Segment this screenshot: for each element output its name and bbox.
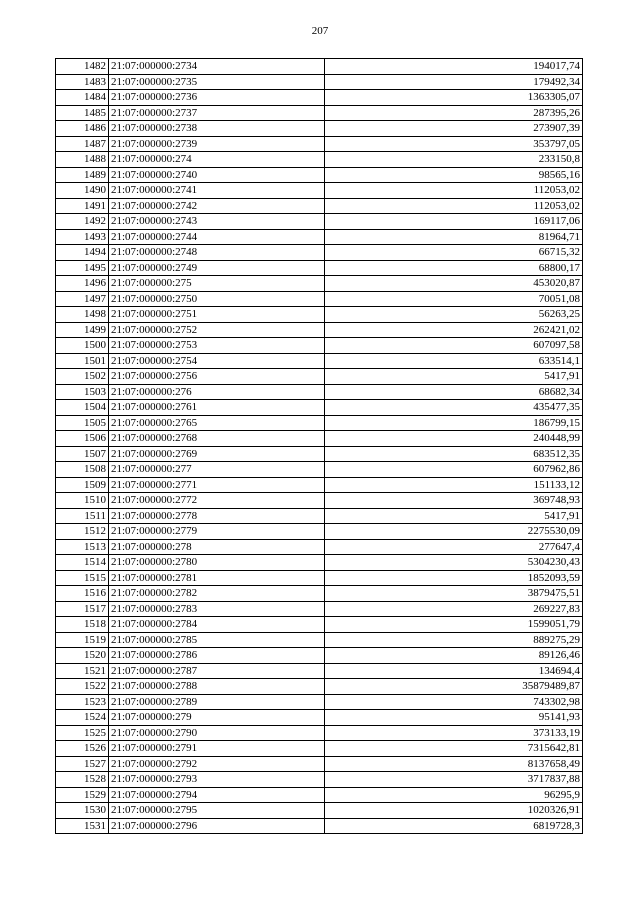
value-cell: 35879489,87: [325, 679, 583, 695]
value-cell: 66715,32: [325, 245, 583, 261]
value-cell: 633514,1: [325, 353, 583, 369]
table-row: [56, 431, 583, 447]
value-cell: 68800,17: [325, 260, 583, 276]
table-row: [56, 338, 583, 354]
table-row: [56, 725, 583, 741]
table-row: [56, 152, 583, 168]
cadastral-number-cell: 21:07:000000:279: [109, 710, 325, 726]
value-cell: 1363305,07: [325, 90, 583, 106]
table-row: [56, 539, 583, 555]
table-row: [56, 322, 583, 338]
row-number-cell: 1522: [56, 679, 109, 695]
table-row: [56, 462, 583, 478]
table-row: [56, 679, 583, 695]
value-cell: 889275,29: [325, 632, 583, 648]
registry-table-body: [56, 59, 583, 834]
table-row: [56, 369, 583, 385]
row-number-cell: 1487: [56, 136, 109, 152]
cadastral-number-cell: 21:07:000000:2794: [109, 787, 325, 803]
table-row: [56, 245, 583, 261]
row-number-cell: 1495: [56, 260, 109, 276]
table-row: [56, 524, 583, 540]
row-number-cell: 1500: [56, 338, 109, 354]
cadastral-number-cell: 21:07:000000:2796: [109, 818, 325, 834]
value-cell: 56263,25: [325, 307, 583, 323]
table-row: [56, 772, 583, 788]
value-cell: 186799,15: [325, 415, 583, 431]
value-cell: 151133,12: [325, 477, 583, 493]
cadastral-number-cell: 21:07:000000:275: [109, 276, 325, 292]
row-number-cell: 1506: [56, 431, 109, 447]
value-cell: 95141,93: [325, 710, 583, 726]
value-cell: 179492,34: [325, 74, 583, 90]
value-cell: 233150,8: [325, 152, 583, 168]
row-number-cell: 1515: [56, 570, 109, 586]
cadastral-number-cell: 21:07:000000:2736: [109, 90, 325, 106]
table-row: [56, 446, 583, 462]
table-row: [56, 307, 583, 323]
cadastral-number-cell: 21:07:000000:2740: [109, 167, 325, 183]
value-cell: 353797,05: [325, 136, 583, 152]
value-cell: 607097,58: [325, 338, 583, 354]
value-cell: 1599051,79: [325, 617, 583, 633]
cadastral-number-cell: 21:07:000000:2735: [109, 74, 325, 90]
table-row: [56, 353, 583, 369]
table-row: [56, 818, 583, 834]
cadastral-number-cell: 21:07:000000:2791: [109, 741, 325, 757]
cadastral-number-cell: 21:07:000000:2738: [109, 121, 325, 137]
cadastral-number-cell: 21:07:000000:2792: [109, 756, 325, 772]
value-cell: 112053,02: [325, 198, 583, 214]
value-cell: 194017,74: [325, 59, 583, 75]
row-number-cell: 1503: [56, 384, 109, 400]
row-number-cell: 1514: [56, 555, 109, 571]
value-cell: 89126,46: [325, 648, 583, 664]
table-row: [56, 710, 583, 726]
cadastral-number-cell: 21:07:000000:277: [109, 462, 325, 478]
row-number-cell: 1512: [56, 524, 109, 540]
row-number-cell: 1516: [56, 586, 109, 602]
value-cell: 112053,02: [325, 183, 583, 199]
table-row: [56, 214, 583, 230]
cadastral-number-cell: 21:07:000000:2779: [109, 524, 325, 540]
table-row: [56, 415, 583, 431]
value-cell: 98565,16: [325, 167, 583, 183]
value-cell: 1020326,91: [325, 803, 583, 819]
cadastral-number-cell: 21:07:000000:2756: [109, 369, 325, 385]
table-row: [56, 477, 583, 493]
cadastral-number-cell: 21:07:000000:274: [109, 152, 325, 168]
row-number-cell: 1519: [56, 632, 109, 648]
cadastral-number-cell: 21:07:000000:2734: [109, 59, 325, 75]
cadastral-number-cell: 21:07:000000:2752: [109, 322, 325, 338]
table-row: [56, 198, 583, 214]
value-cell: 70051,08: [325, 291, 583, 307]
page-number: 207: [311, 25, 329, 37]
value-cell: 453020,87: [325, 276, 583, 292]
row-number-cell: 1483: [56, 74, 109, 90]
row-number-cell: 1509: [56, 477, 109, 493]
value-cell: 369748,93: [325, 493, 583, 509]
table-row: [56, 617, 583, 633]
row-number-cell: 1492: [56, 214, 109, 230]
row-number-cell: 1491: [56, 198, 109, 214]
cadastral-number-cell: 21:07:000000:2771: [109, 477, 325, 493]
table-row: [56, 291, 583, 307]
value-cell: 134694,4: [325, 663, 583, 679]
row-number-cell: 1498: [56, 307, 109, 323]
value-cell: 3717837,88: [325, 772, 583, 788]
row-number-cell: 1525: [56, 725, 109, 741]
row-number-cell: 1482: [56, 59, 109, 75]
value-cell: 5417,91: [325, 369, 583, 385]
row-number-cell: 1523: [56, 694, 109, 710]
cadastral-number-cell: 21:07:000000:2765: [109, 415, 325, 431]
cadastral-number-cell: 21:07:000000:2783: [109, 601, 325, 617]
value-cell: 683512,35: [325, 446, 583, 462]
cadastral-number-cell: 21:07:000000:2789: [109, 694, 325, 710]
table-row: [56, 508, 583, 524]
value-cell: 607962,86: [325, 462, 583, 478]
row-number-cell: 1497: [56, 291, 109, 307]
row-number-cell: 1493: [56, 229, 109, 245]
table-row: [56, 694, 583, 710]
cadastral-number-cell: 21:07:000000:2743: [109, 214, 325, 230]
value-cell: 68682,34: [325, 384, 583, 400]
table-row: [56, 663, 583, 679]
table-row: [56, 183, 583, 199]
cadastral-number-cell: 21:07:000000:2787: [109, 663, 325, 679]
table-row: [56, 493, 583, 509]
value-cell: 5304230,43: [325, 555, 583, 571]
table-row: [56, 229, 583, 245]
cadastral-number-cell: 21:07:000000:2781: [109, 570, 325, 586]
value-cell: 2275530,09: [325, 524, 583, 540]
row-number-cell: 1529: [56, 787, 109, 803]
row-number-cell: 1518: [56, 617, 109, 633]
value-cell: 8137658,49: [325, 756, 583, 772]
value-cell: 240448,99: [325, 431, 583, 447]
row-number-cell: 1489: [56, 167, 109, 183]
value-cell: 5417,91: [325, 508, 583, 524]
value-cell: 3879475,51: [325, 586, 583, 602]
row-number-cell: 1485: [56, 105, 109, 121]
row-number-cell: 1499: [56, 322, 109, 338]
table-row: [56, 787, 583, 803]
row-number-cell: 1504: [56, 400, 109, 416]
table-row: [56, 741, 583, 757]
table-row: [56, 586, 583, 602]
value-cell: 1852093,59: [325, 570, 583, 586]
cadastral-number-cell: 21:07:000000:2782: [109, 586, 325, 602]
value-cell: 743302,98: [325, 694, 583, 710]
row-number-cell: 1501: [56, 353, 109, 369]
row-number-cell: 1517: [56, 601, 109, 617]
row-number-cell: 1526: [56, 741, 109, 757]
cadastral-number-cell: 21:07:000000:2780: [109, 555, 325, 571]
value-cell: 435477,35: [325, 400, 583, 416]
table-row: [56, 136, 583, 152]
row-number-cell: 1511: [56, 508, 109, 524]
cadastral-number-cell: 21:07:000000:2753: [109, 338, 325, 354]
table-row: [56, 555, 583, 571]
row-number-cell: 1528: [56, 772, 109, 788]
row-number-cell: 1496: [56, 276, 109, 292]
table-row: [56, 648, 583, 664]
cadastral-number-cell: 21:07:000000:2785: [109, 632, 325, 648]
row-number-cell: 1520: [56, 648, 109, 664]
cadastral-number-cell: 21:07:000000:2778: [109, 508, 325, 524]
cadastral-number-cell: 21:07:000000:2784: [109, 617, 325, 633]
row-number-cell: 1508: [56, 462, 109, 478]
cadastral-number-cell: 21:07:000000:2769: [109, 446, 325, 462]
table-row: [56, 756, 583, 772]
cadastral-number-cell: 21:07:000000:276: [109, 384, 325, 400]
cadastral-number-cell: 21:07:000000:2737: [109, 105, 325, 121]
table-row: [56, 74, 583, 90]
cadastral-number-cell: 21:07:000000:2761: [109, 400, 325, 416]
cadastral-number-cell: 21:07:000000:2741: [109, 183, 325, 199]
value-cell: 373133,19: [325, 725, 583, 741]
row-number-cell: 1513: [56, 539, 109, 555]
cadastral-number-cell: 21:07:000000:2772: [109, 493, 325, 509]
value-cell: 287395,26: [325, 105, 583, 121]
row-number-cell: 1488: [56, 152, 109, 168]
cadastral-number-cell: 21:07:000000:2786: [109, 648, 325, 664]
cadastral-number-cell: 21:07:000000:2744: [109, 229, 325, 245]
value-cell: 96295,9: [325, 787, 583, 803]
cadastral-number-cell: 21:07:000000:2790: [109, 725, 325, 741]
table-row: [56, 90, 583, 106]
cadastral-number-cell: 21:07:000000:2754: [109, 353, 325, 369]
table-row: [56, 121, 583, 137]
row-number-cell: 1505: [56, 415, 109, 431]
row-number-cell: 1527: [56, 756, 109, 772]
table-row: [56, 167, 583, 183]
cadastral-number-cell: 21:07:000000:2742: [109, 198, 325, 214]
cadastral-number-cell: 21:07:000000:2793: [109, 772, 325, 788]
row-number-cell: 1490: [56, 183, 109, 199]
value-cell: 6819728,3: [325, 818, 583, 834]
table-row: [56, 384, 583, 400]
cadastral-number-cell: 21:07:000000:2748: [109, 245, 325, 261]
row-number-cell: 1521: [56, 663, 109, 679]
row-number-cell: 1507: [56, 446, 109, 462]
value-cell: 262421,02: [325, 322, 583, 338]
registry-table: [55, 58, 583, 834]
value-cell: 269227,83: [325, 601, 583, 617]
cadastral-number-cell: 21:07:000000:2795: [109, 803, 325, 819]
table-row: [56, 105, 583, 121]
table-row: [56, 59, 583, 75]
row-number-cell: 1510: [56, 493, 109, 509]
row-number-cell: 1484: [56, 90, 109, 106]
cadastral-number-cell: 21:07:000000:2739: [109, 136, 325, 152]
row-number-cell: 1530: [56, 803, 109, 819]
value-cell: 277647,4: [325, 539, 583, 555]
row-number-cell: 1502: [56, 369, 109, 385]
row-number-cell: 1486: [56, 121, 109, 137]
table-row: [56, 601, 583, 617]
value-cell: 169117,06: [325, 214, 583, 230]
cadastral-number-cell: 21:07:000000:2750: [109, 291, 325, 307]
table-row: [56, 276, 583, 292]
row-number-cell: 1531: [56, 818, 109, 834]
cadastral-number-cell: 21:07:000000:2751: [109, 307, 325, 323]
value-cell: 273907,39: [325, 121, 583, 137]
row-number-cell: 1524: [56, 710, 109, 726]
cadastral-number-cell: 21:07:000000:278: [109, 539, 325, 555]
value-cell: 7315642,81: [325, 741, 583, 757]
cadastral-number-cell: 21:07:000000:2768: [109, 431, 325, 447]
row-number-cell: 1494: [56, 245, 109, 261]
cadastral-number-cell: 21:07:000000:2749: [109, 260, 325, 276]
table-row: [56, 632, 583, 648]
table-row: [56, 400, 583, 416]
value-cell: 81964,71: [325, 229, 583, 245]
table-row: [56, 260, 583, 276]
table-row: [56, 803, 583, 819]
table-row: [56, 570, 583, 586]
cadastral-number-cell: 21:07:000000:2788: [109, 679, 325, 695]
